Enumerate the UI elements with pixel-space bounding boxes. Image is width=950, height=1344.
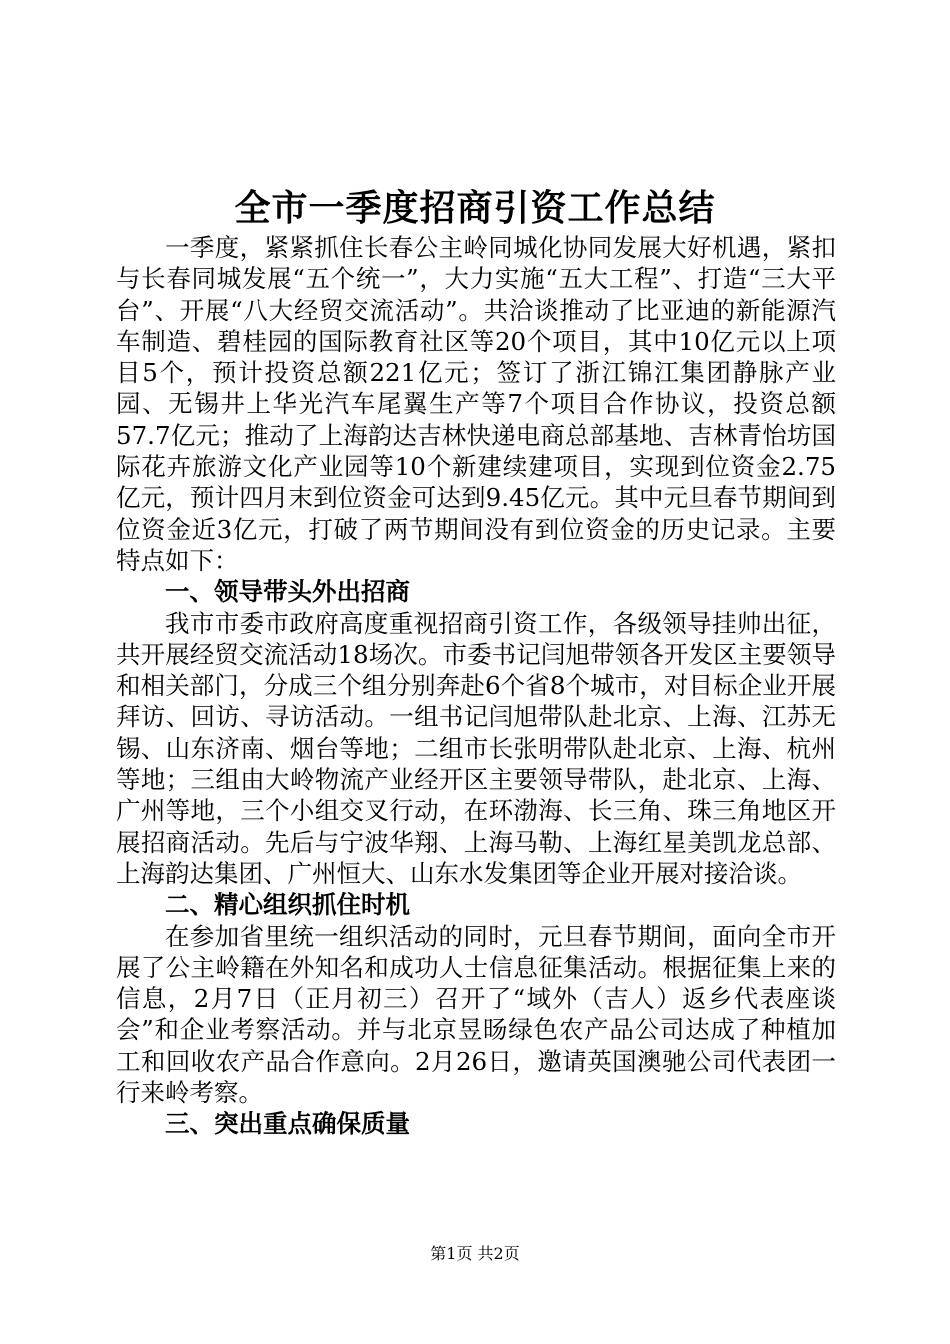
page-footer: 第1页 共2页: [430, 1244, 520, 1263]
section-paragraph-2: 在参加省里统一组织活动的同时，元旦春节期间，面向全市开展了公主岭籍在外知名和成功人士信息征集活动。根据征集上来的信息，2月7日（正月初三）召开了“域外（吉人）返乡代表座谈会”和企业考察活动。并与北京昱旸绿色农产品公司达成了种植加工和回收农产品合作意向。2月26日，邀请英国澳驰公司代表团一行来岭考察。: [116, 921, 836, 1108]
section-heading-1: 一、领导带头外出招商: [165, 577, 410, 607]
intro-paragraph: 一季度，紧紧抓住长春公主岭同城化协同发展大好机遇，紧扣与长春同城发展“五个统一”，大力实施“五大工程”、打造“三大平台”、开展“八大经贸交流活动”。共洽谈推动了比亚迪的新能源汽车制造、碧桂园的国际教育社区等20个项目，其中10亿元以上项目5个，预计投资总额221亿元；签订了浙江锦江集团静脉产业园、无锡井上华光汽车尾翼生产等7个项目合作协议，投资总额57.7亿元；推动了上海韵达吉林快递电商总部基地、吉林青怡坊国际花卉旅游文化产业园等10个新建续建项目，实现到位资金2.75亿元，预计四月末到位资金可达到9.45亿元。其中元旦春节期间到位资金近3亿元，打破了两节期间没有到位资金的历史记录。主要特点如下：: [116, 233, 836, 575]
section-heading-2: 二、精心组织抓住时机: [165, 890, 410, 920]
section-paragraph-1: 我市市委市政府高度重视招商引资工作，各级领导挂帅出征，共开展经贸交流活动18场次。市委书记闫旭带领各开发区主要领导和相关部门，分成三个组分别奔赴6个省8个城市，对目标企业开展拜访、回访、寻访活动。一组书记闫旭带队赴北京、上海、江苏无锡、山东济南、烟台等地；二组市长张明带队赴北京、上海、杭州等地；三组由大岭物流产业经开区主要领导带队，赴北京、上海、广州等地，三个小组交叉行动，在环渤海、长三角、珠三角地区开展招商活动。先后与宁波华翔、上海马勒、上海红星美凯龙总部、上海韵达集团、广州恒大、山东水发集团等企业开展对接洽谈。: [116, 608, 836, 888]
document-body: [116, 232, 836, 1140]
document-title: 全市一季度招商引资工作总结: [234, 187, 716, 229]
section-heading-3: 三、突出重点确保质量: [165, 1109, 410, 1139]
